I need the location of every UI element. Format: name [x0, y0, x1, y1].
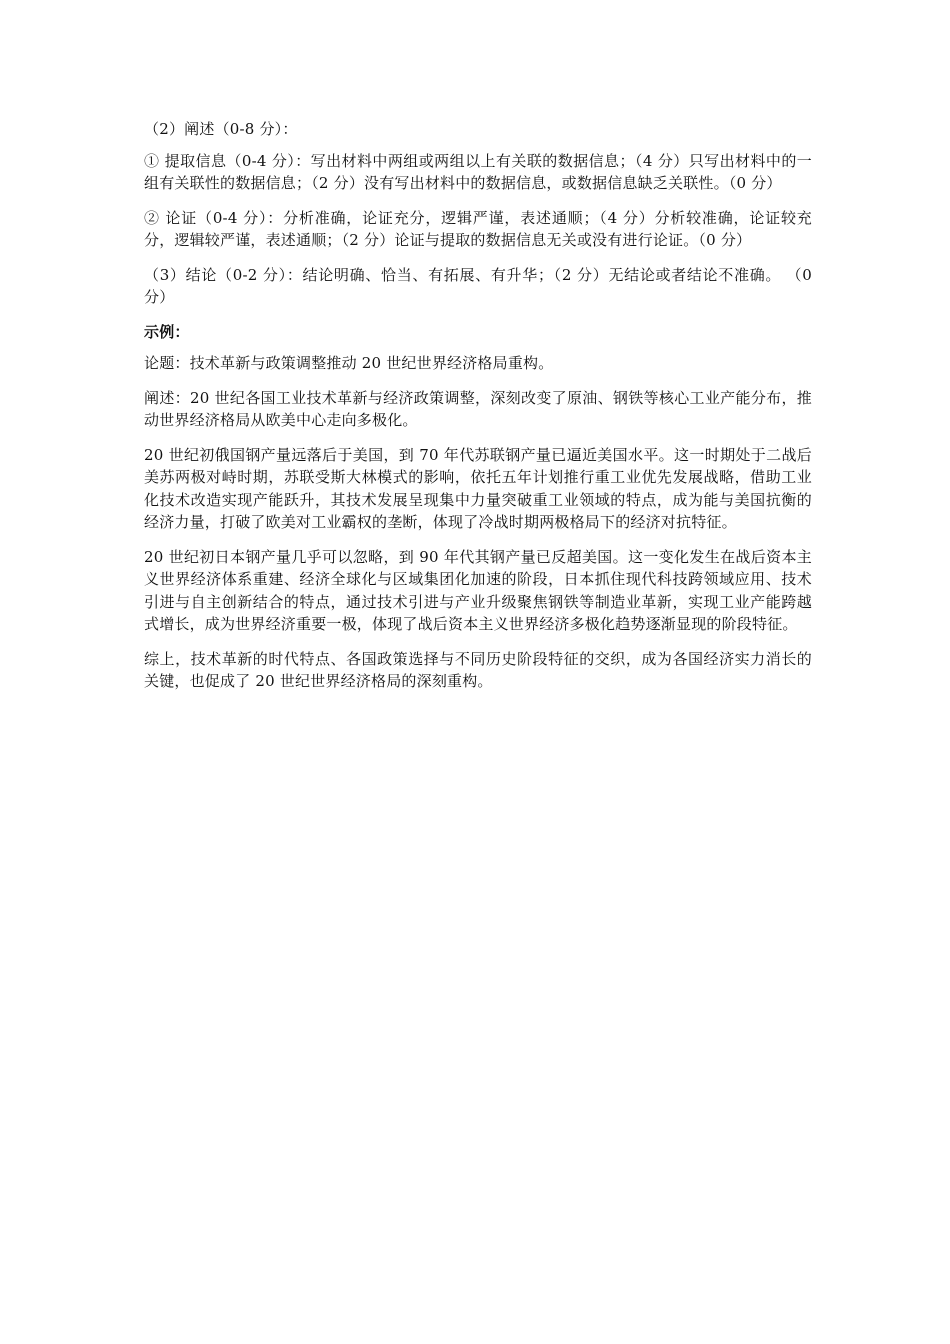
criterion-extract-info: ① 提取信息（0-4 分）：写出材料中两组或两组以上有关联的数据信息；（4 分）只写出材料中的一组有关联性的数据信息；（2 分）没有写出材料中的数据信息，或数据信息缺乏关联性。（0 分）: [144, 151, 812, 192]
document-page: [144, 118, 812, 705]
section-3-conclusion: （3）结论（0-2 分）：结论明确、恰当、有拓展、有升华；（2 分）无结论或者结论不准确。 （0 分）: [144, 265, 812, 306]
criterion-argumentation: ② 论证（0-4 分）：分析准确，论证充分，逻辑严谨，表述通顺；（4 分）分析较准确，论证较充分，逻辑较严谨，表述通顺；（2 分）论证与提取的数据信息无关或没有进行论证。（0 分）: [144, 208, 812, 249]
example-thesis: 论题：技术革新与政策调整推动 20 世纪世界经济格局重构。: [144, 354, 554, 372]
section-2-heading: （2）阐述（0-8 分）：: [144, 120, 298, 138]
example-japan-paragraph: 20 世纪初日本钢产量几乎可以忽略，到 90 年代其钢产量已反超美国。这一变化发生在战后资本主义世界经济体系重建、经济全球化与区域集团化加速的阶段，日本抓住现代科技跨领域应用、技术引进与自主创新结合的特点，通过技术引进与产业升级聚焦钢铁等制造业革新，实现工业产能跨越式增长，成为世界经济重要一极，体现了战后资本主义世界经济多极化趋势逐渐显现的阶段特征。: [144, 547, 812, 633]
example-soviet-paragraph: 20 世纪初俄国钢产量远落后于美国，到 70 年代苏联钢产量已逼近美国水平。这一时期处于二战后美苏两极对峙时期，苏联受斯大林模式的影响，依托五年计划推行重工业优先发展战略，借助工业化技术改造实现产能跃升，其技术发展呈现集中力量突破重工业领域的特点，成为能与美国抗衡的经济力量，打破了欧美对工业霸权的垄断，体现了冷战时期两极格局下的经济对抗特征。: [144, 445, 812, 531]
example-heading: 示例：: [144, 322, 190, 341]
example-summary: 综上，技术革新的时代特点、各国政策选择与不同历史阶段特征的交织，成为各国经济实力消长的关键，也促成了 20 世纪世界经济格局的深刻重构。: [144, 649, 812, 690]
example-elaboration: 阐述：20 世纪各国工业技术革新与经济政策调整，深刻改变了原油、钢铁等核心工业产能分布，推动世界经济格局从欧美中心走向多极化。: [144, 388, 812, 429]
